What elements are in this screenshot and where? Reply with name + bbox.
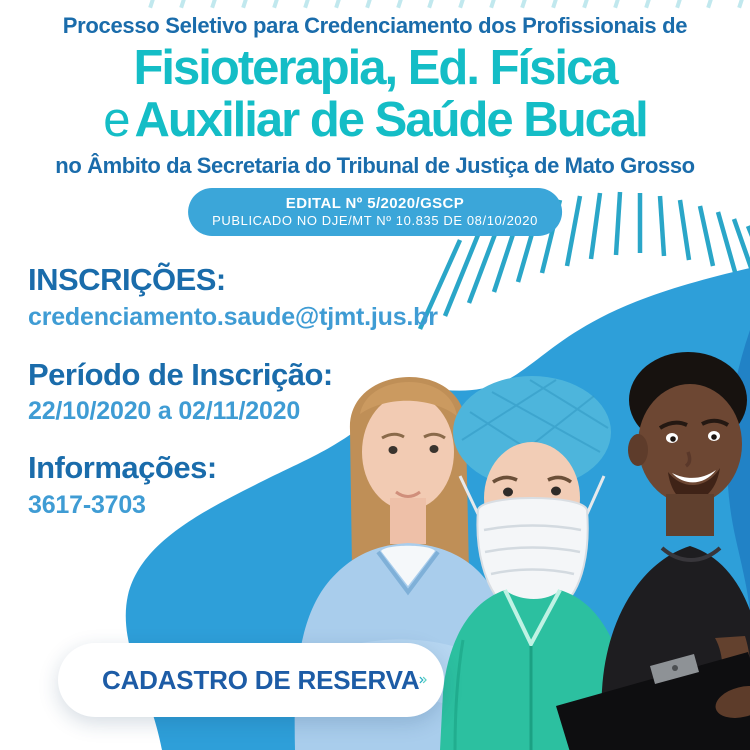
edital-badge	[188, 188, 562, 236]
inscricoes-email[interactable]: credenciamento.saude@tjmt.jus.br	[28, 303, 438, 331]
inscricoes-label: INSCRIÇÕES:	[28, 262, 226, 297]
title-conjunction: e	[103, 93, 129, 147]
double-chevron-right-icon	[419, 649, 428, 711]
cadastro-reserva-button[interactable]	[58, 643, 444, 717]
subtitle: no Âmbito da Secretaria do Tribunal de Justiça de Mato Grosso	[55, 153, 695, 178]
main-title-line2	[0, 93, 750, 147]
informacoes-label: Informações:	[28, 450, 217, 485]
edital-publication: PUBLICADO NO DJE/MT Nº 10.835 DE 08/10/2020	[212, 213, 538, 228]
cadastro-reserva-label: CADASTRO DE RESERVA	[102, 664, 420, 695]
main-title-line1: Fisioterapia, Ed. Física	[133, 41, 617, 95]
periodo-label: Período de Inscrição:	[28, 357, 333, 392]
intro-line: Processo Seletivo para Credenciamento dos Profissionais de	[62, 13, 688, 38]
edital-number: EDITAL Nº 5/2020/GSCP	[285, 195, 465, 212]
title-line2-text: Auxiliar de Saúde Bucal	[134, 93, 647, 147]
top-edge-dashes	[148, 0, 744, 8]
periodo-dates: 22/10/2020 a 02/11/2020	[28, 397, 301, 425]
informacoes-phone: 3617-3703	[28, 491, 146, 519]
